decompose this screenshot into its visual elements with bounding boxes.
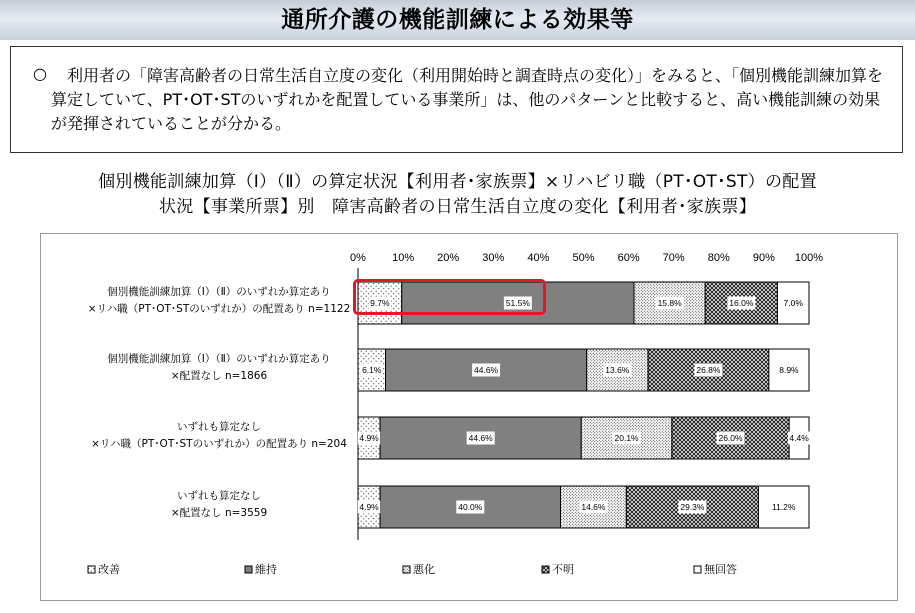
x-tick-label: 90% — [752, 252, 775, 264]
legend-swatch — [694, 566, 701, 573]
data-label: 20.1% — [614, 433, 639, 444]
x-tick-label: 0% — [350, 252, 366, 264]
category-label-line: ×リハ職（PT･OT･STのいずれか）の配置あり n=1122 — [87, 303, 351, 315]
summary-bullet: ○ — [33, 64, 47, 83]
x-tick-label: 60% — [617, 252, 640, 264]
x-tick-label: 50% — [572, 252, 595, 264]
data-label: 7.0% — [783, 298, 803, 309]
category-label-line: ×配置なし n=1866 — [170, 370, 268, 382]
legend-label: 不明 — [552, 563, 574, 576]
category-label — [88, 285, 351, 315]
data-label: 44.6% — [474, 365, 499, 376]
data-label: 15.8% — [657, 298, 682, 309]
data-label: 8.9% — [779, 365, 799, 376]
x-tick-label: 20% — [437, 252, 460, 264]
data-label: 29.3% — [680, 502, 705, 513]
legend-label: 悪化 — [413, 563, 435, 576]
data-label: 26.8% — [696, 365, 721, 376]
data-label: 6.1% — [362, 365, 382, 376]
chart-title-line-2: 状況【事業所票】別 障害高齢者の日常生活自立度の変化【利用者･家族票】 — [159, 197, 756, 217]
page-title: 通所介護の機能訓練による効果等 — [281, 7, 634, 33]
x-tick-label: 80% — [707, 252, 730, 264]
category-label-line: いずれも算定なし — [177, 490, 261, 502]
data-label: 14.6% — [581, 502, 606, 513]
data-label: 26.0% — [718, 433, 743, 444]
category-label-line: ×リハ職（PT･OT･STのいずれか）の配置あり n=204 — [91, 438, 347, 450]
x-tick-label: 10% — [392, 252, 415, 264]
legend-swatch — [403, 566, 410, 573]
legend-swatch — [245, 566, 252, 573]
category-label — [171, 489, 267, 519]
data-label: 9.7% — [370, 298, 390, 309]
data-label: 4.4% — [789, 433, 809, 444]
category-label-line: 個別機能訓練加算（Ⅰ）（Ⅱ）のいずれか算定あり — [107, 286, 331, 298]
x-tick-label: 30% — [482, 252, 505, 264]
data-label: 4.9% — [359, 502, 379, 513]
category-label-line: いずれも算定なし — [177, 421, 261, 433]
legend-label: 無回答 — [704, 563, 737, 576]
legend-label: 改善 — [98, 563, 120, 576]
x-tick-label: 100% — [794, 252, 824, 264]
highlight-box — [353, 279, 546, 315]
data-label: 51.5% — [505, 298, 530, 309]
category-label-line: ×配置なし n=3559 — [170, 507, 268, 519]
data-label: 44.6% — [468, 433, 493, 444]
data-label: 40.0% — [458, 502, 483, 513]
legend-swatch — [542, 566, 549, 573]
legend-swatch — [88, 566, 95, 573]
summary-text: 利用者の「障害高齢者の日常生活自立度の変化（利用開始時と調査時点の変化）」をみると、「個別機能訓練加算を算定していて、PT･OT･STのいずれかを配置している事業所」は、他のパターンと比較すると、高い機能訓練の効果が発揮されていることが分かる。 — [51, 66, 884, 133]
x-tick-label: 70% — [662, 252, 685, 264]
data-label: 13.6% — [605, 365, 630, 376]
category-label — [91, 420, 347, 450]
chart-title-line-1: 個別機能訓練加算（Ⅰ）（Ⅱ）の算定状況【利用者･家族票】×リハビリ職（PT･OT･ST）の配置 — [98, 172, 817, 192]
data-label: 16.0% — [729, 298, 754, 309]
x-tick-label: 40% — [527, 252, 550, 264]
data-label: 11.2% — [772, 502, 796, 513]
category-label — [107, 352, 331, 382]
data-label: 4.9% — [359, 433, 379, 444]
category-label-line: 個別機能訓練加算（Ⅰ）（Ⅱ）のいずれか算定あり — [107, 353, 331, 365]
legend-label: 維持 — [255, 563, 277, 576]
